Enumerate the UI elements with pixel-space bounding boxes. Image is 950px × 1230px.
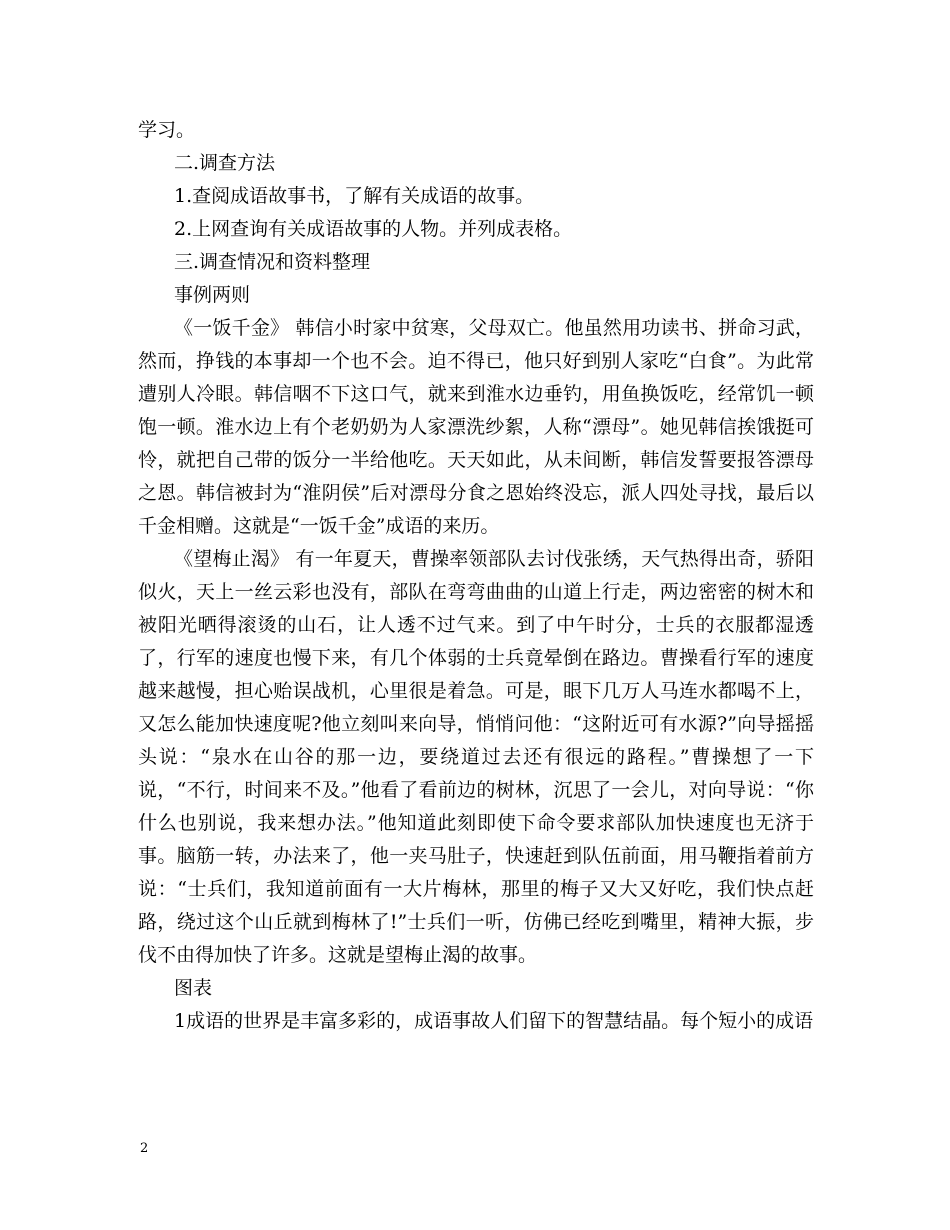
section-heading-survey-results: 三.调查情况和资料整理 [174,251,371,273]
list-item-method-2: 2.上网查询有关成语故事的人物。并列成表格。 [174,218,573,240]
paragraph-story-wangmeizhike: 《望梅止渴》 有一年夏天，曹操率领部队去讨伐张绣，天气热得出奇，骄阳似火，天上一丝云彩也没有，部队在弯弯曲曲的山道上行走，两边密密的树木和被阳光晒得滚烫的山石，让人透不过气来。到了中午时分，士兵的衣服都湿透了，行军的速度也慢下来，有几个体弱的士兵竟晕倒在路边。曹操看行军的速度越来越慢，担心贻误战机，心里很是着急。可是，眼下几万人马连水都喝不上，又怎么能加快速度呢?他立刻叫来向导，悄悄问他：“这附近可有水源?”向导摇摇头说：“泉水在山谷的那一边，要绕道过去还有很远的路程。”曹操想了一下说，“不行，时间来不及。”他看了看前边的树林，沉思了一会儿，对向导说：“你什么也别说，我来想办法。”他知道此刻即使下命令要求部队加快速度也无济于事。脑筋一转，办法来了，他一夹马肚子，快速赶到队伍前面，用马鞭指着前方说：“士兵们，我知道前面有一大片梅林，那里的梅子又大又好吃，我们快点赶路，绕过这个山丘就到梅林了!”士兵们一听，仿佛已经吃到嘴里，精神大振，步伐不由得加快了许多。这就是望梅止渴的故事。 [138,548,814,966]
paragraph-continuation: 学习。 [138,119,196,141]
subheading-two-examples: 事例两则 [174,284,251,306]
page-number: 2 [140,1141,149,1156]
document-page [138,114,814,1038]
list-item-method-1: 1.查阅成语故事书，了解有关成语的故事。 [174,185,535,207]
section-heading-survey-method: 二.调查方法 [174,152,276,174]
subheading-chart: 图表 [174,977,213,999]
paragraph-chart-intro: 1成语的世界是丰富多彩的，成语事故人们留下的智慧结晶。每个短小的成语 [174,1010,814,1032]
paragraph-story-yifanqianjin: 《一饭千金》 韩信小时家中贫寒，父母双亡。他虽然用功读书、拼命习武，然而，挣钱的本事却一个也不会。迫不得已，他只好到别人家吃“白食”。为此常遭别人冷眼。韩信咽不下这口气，就来到淮水边垂钓，用鱼换饭吃，经常饥一顿饱一顿。淮水边上有个老奶奶为人家漂洗纱絮，人称“漂母”。她见韩信挨饿挺可怜，就把自己带的饭分一半给他吃。天天如此，从未间断，韩信发誓要报答漂母之恩。韩信被封为“淮阴侯”后对漂母分食之恩始终没忘，派人四处寻找，最后以千金相赠。这就是“一饭千金”成语的来历。 [138,317,814,537]
